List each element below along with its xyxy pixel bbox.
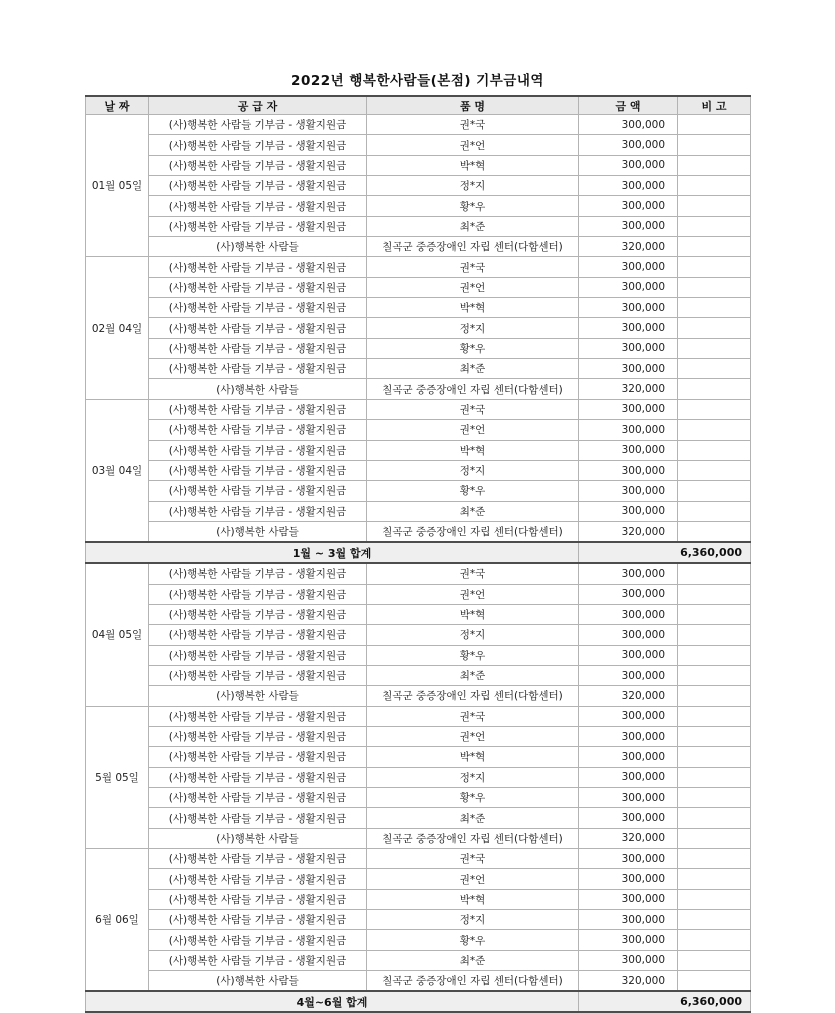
item-cell: 황*우 (367, 338, 579, 358)
supplier-cell: (사)행복한 사람들 기부금 - 생활지원금 (149, 910, 367, 930)
amount-cell: 300,000 (579, 318, 678, 338)
supplier-cell: (사)행복한 사람들 (149, 237, 367, 257)
table-row (86, 237, 751, 257)
table-row (86, 115, 751, 135)
item-cell: 황*우 (367, 930, 579, 950)
item-cell: 정*지 (367, 460, 579, 480)
remark-cell (678, 359, 751, 379)
supplier-cell: (사)행복한 사람들 기부금 - 생활지원금 (149, 767, 367, 787)
table-row (86, 298, 751, 318)
supplier-cell: (사)행복한 사람들 기부금 - 생활지원금 (149, 115, 367, 135)
item-cell: 황*우 (367, 788, 579, 808)
supplier-cell: (사)행복한 사람들 (149, 379, 367, 399)
item-cell: 박*혁 (367, 155, 579, 175)
supplier-cell: (사)행복한 사람들 기부금 - 생활지원금 (149, 930, 367, 950)
supplier-cell: (사)행복한 사람들 기부금 - 생활지원금 (149, 808, 367, 828)
remark-cell (678, 420, 751, 440)
supplier-cell: (사)행복한 사람들 (149, 828, 367, 848)
column-header-amount: 금 액 (579, 96, 678, 115)
column-header-supplier: 공 급 자 (149, 96, 367, 115)
remark-cell (678, 257, 751, 277)
item-cell: 권*국 (367, 115, 579, 135)
supplier-cell: (사)행복한 사람들 기부금 - 생활지원금 (149, 584, 367, 604)
header-row (86, 96, 751, 115)
remark-cell (678, 828, 751, 848)
table-row (86, 521, 751, 542)
amount-cell: 300,000 (579, 420, 678, 440)
amount-cell: 300,000 (579, 460, 678, 480)
table-row (86, 828, 751, 848)
date-cell: 6월 06일 (86, 849, 149, 992)
item-cell: 박*혁 (367, 747, 579, 767)
item-cell: 박*혁 (367, 604, 579, 624)
supplier-cell: (사)행복한 사람들 기부금 - 생활지원금 (149, 196, 367, 216)
date-cell: 04월 05일 (86, 563, 149, 706)
remark-cell (678, 318, 751, 338)
supplier-cell: (사)행복한 사람들 기부금 - 생활지원금 (149, 176, 367, 196)
subtotal-label: 4월~6월 합계 (86, 991, 579, 1012)
remark-cell (678, 808, 751, 828)
amount-cell: 300,000 (579, 135, 678, 155)
supplier-cell: (사)행복한 사람들 기부금 - 생활지원금 (149, 257, 367, 277)
remark-cell (678, 216, 751, 236)
item-cell: 칠곡군 중증장애인 자립 센터(다함센터) (367, 379, 579, 399)
item-cell: 권*국 (367, 257, 579, 277)
supplier-cell: (사)행복한 사람들 기부금 - 생활지원금 (149, 481, 367, 501)
amount-cell: 300,000 (579, 155, 678, 175)
amount-cell: 300,000 (579, 950, 678, 970)
item-cell: 정*지 (367, 176, 579, 196)
remark-cell (678, 767, 751, 787)
item-cell: 황*우 (367, 481, 579, 501)
supplier-cell: (사)행복한 사람들 기부금 - 생활지원금 (149, 216, 367, 236)
item-cell: 정*지 (367, 625, 579, 645)
table-row (86, 930, 751, 950)
item-cell: 권*언 (367, 420, 579, 440)
remark-cell (678, 155, 751, 175)
donation-table (85, 95, 751, 1013)
table-row (86, 338, 751, 358)
remark-cell (678, 298, 751, 318)
remark-cell (678, 665, 751, 685)
amount-cell: 300,000 (579, 808, 678, 828)
supplier-cell: (사)행복한 사람들 기부금 - 생활지원금 (149, 298, 367, 318)
item-cell: 박*혁 (367, 889, 579, 909)
date-cell: 02월 04일 (86, 257, 149, 399)
remark-cell (678, 440, 751, 460)
item-cell: 최*준 (367, 501, 579, 521)
amount-cell: 300,000 (579, 277, 678, 297)
amount-cell: 300,000 (579, 625, 678, 645)
table-row (86, 869, 751, 889)
item-cell: 최*준 (367, 808, 579, 828)
amount-cell: 300,000 (579, 889, 678, 909)
remark-cell (678, 747, 751, 767)
supplier-cell: (사)행복한 사람들 기부금 - 생활지원금 (149, 359, 367, 379)
table-row (86, 501, 751, 521)
remark-cell (678, 971, 751, 992)
table-row (86, 379, 751, 399)
item-cell: 권*국 (367, 706, 579, 726)
supplier-cell: (사)행복한 사람들 기부금 - 생활지원금 (149, 563, 367, 584)
amount-cell: 320,000 (579, 379, 678, 399)
amount-cell: 300,000 (579, 176, 678, 196)
item-cell: 권*국 (367, 399, 579, 419)
table-row (86, 399, 751, 419)
remark-cell (678, 625, 751, 645)
supplier-cell: (사)행복한 사람들 기부금 - 생활지원금 (149, 277, 367, 297)
supplier-cell: (사)행복한 사람들 기부금 - 생활지원금 (149, 338, 367, 358)
item-cell: 최*준 (367, 665, 579, 685)
table-row (86, 625, 751, 645)
remark-cell (678, 379, 751, 399)
table-row (86, 196, 751, 216)
amount-cell: 300,000 (579, 501, 678, 521)
supplier-cell: (사)행복한 사람들 기부금 - 생활지원금 (149, 460, 367, 480)
supplier-cell: (사)행복한 사람들 기부금 - 생활지원금 (149, 420, 367, 440)
remark-cell (678, 930, 751, 950)
amount-cell: 300,000 (579, 196, 678, 216)
remark-cell (678, 706, 751, 726)
supplier-cell: (사)행복한 사람들 (149, 971, 367, 992)
remark-cell (678, 563, 751, 584)
supplier-cell: (사)행복한 사람들 기부금 - 생활지원금 (149, 747, 367, 767)
remark-cell (678, 277, 751, 297)
item-cell: 권*언 (367, 869, 579, 889)
supplier-cell: (사)행복한 사람들 기부금 - 생활지원금 (149, 665, 367, 685)
remark-cell (678, 788, 751, 808)
table-row (86, 460, 751, 480)
table-row (86, 889, 751, 909)
remark-cell (678, 849, 751, 869)
supplier-cell: (사)행복한 사람들 기부금 - 생활지원금 (149, 869, 367, 889)
amount-cell: 300,000 (579, 584, 678, 604)
amount-cell: 300,000 (579, 115, 678, 135)
supplier-cell: (사)행복한 사람들 기부금 - 생활지원금 (149, 155, 367, 175)
table-row (86, 849, 751, 869)
table-row (86, 686, 751, 706)
table-row (86, 440, 751, 460)
remark-cell (678, 135, 751, 155)
supplier-cell: (사)행복한 사람들 기부금 - 생활지원금 (149, 440, 367, 460)
supplier-cell: (사)행복한 사람들 기부금 - 생활지원금 (149, 950, 367, 970)
remark-cell (678, 686, 751, 706)
remark-cell (678, 584, 751, 604)
remark-cell (678, 910, 751, 930)
table-row (86, 645, 751, 665)
supplier-cell: (사)행복한 사람들 기부금 - 생활지원금 (149, 399, 367, 419)
item-cell: 권*국 (367, 849, 579, 869)
item-cell: 정*지 (367, 910, 579, 930)
subtotal-amount: 6,360,000 (579, 991, 751, 1012)
table-row (86, 420, 751, 440)
remark-cell (678, 889, 751, 909)
table-row (86, 665, 751, 685)
subtotal-row (86, 542, 751, 563)
amount-cell: 300,000 (579, 440, 678, 460)
amount-cell: 300,000 (579, 726, 678, 746)
amount-cell: 300,000 (579, 706, 678, 726)
table-row (86, 318, 751, 338)
date-cell: 01월 05일 (86, 115, 149, 257)
table-row (86, 584, 751, 604)
item-cell: 칠곡군 중증장애인 자립 센터(다함센터) (367, 237, 579, 257)
amount-cell: 320,000 (579, 828, 678, 848)
table-row (86, 726, 751, 746)
date-cell: 5월 05일 (86, 706, 149, 848)
remark-cell (678, 460, 751, 480)
amount-cell: 300,000 (579, 849, 678, 869)
remark-cell (678, 481, 751, 501)
table-body (86, 115, 751, 1013)
supplier-cell: (사)행복한 사람들 (149, 521, 367, 542)
amount-cell: 300,000 (579, 298, 678, 318)
item-cell: 황*우 (367, 645, 579, 665)
remark-cell (678, 196, 751, 216)
table-row (86, 135, 751, 155)
amount-cell: 300,000 (579, 399, 678, 419)
subtotal-amount: 6,360,000 (579, 542, 751, 563)
table-row (86, 216, 751, 236)
supplier-cell: (사)행복한 사람들 기부금 - 생활지원금 (149, 706, 367, 726)
supplier-cell: (사)행복한 사람들 기부금 - 생활지원금 (149, 604, 367, 624)
remark-cell (678, 726, 751, 746)
amount-cell: 320,000 (579, 971, 678, 992)
table-row (86, 481, 751, 501)
item-cell: 권*언 (367, 135, 579, 155)
remark-cell (678, 521, 751, 542)
item-cell: 권*언 (367, 277, 579, 297)
item-cell: 칠곡군 중증장애인 자립 센터(다함센터) (367, 971, 579, 992)
item-cell: 권*언 (367, 726, 579, 746)
remark-cell (678, 176, 751, 196)
supplier-cell: (사)행복한 사람들 기부금 - 생활지원금 (149, 501, 367, 521)
amount-cell: 320,000 (579, 521, 678, 542)
column-header-remark: 비 고 (678, 96, 751, 115)
table-row (86, 971, 751, 992)
remark-cell (678, 501, 751, 521)
supplier-cell: (사)행복한 사람들 기부금 - 생활지원금 (149, 645, 367, 665)
supplier-cell: (사)행복한 사람들 기부금 - 생활지원금 (149, 625, 367, 645)
supplier-cell: (사)행복한 사람들 기부금 - 생활지원금 (149, 318, 367, 338)
table-row (86, 176, 751, 196)
amount-cell: 300,000 (579, 767, 678, 787)
supplier-cell: (사)행복한 사람들 기부금 - 생활지원금 (149, 135, 367, 155)
amount-cell: 300,000 (579, 481, 678, 501)
item-cell: 최*준 (367, 359, 579, 379)
column-header-date: 날 짜 (86, 96, 149, 115)
amount-cell: 300,000 (579, 645, 678, 665)
table-row (86, 155, 751, 175)
amount-cell: 300,000 (579, 930, 678, 950)
table-row (86, 277, 751, 297)
item-cell: 박*혁 (367, 298, 579, 318)
item-cell: 최*준 (367, 950, 579, 970)
amount-cell: 300,000 (579, 869, 678, 889)
table-row (86, 788, 751, 808)
remark-cell (678, 237, 751, 257)
item-cell: 박*혁 (367, 440, 579, 460)
table-row (86, 950, 751, 970)
item-cell: 권*언 (367, 584, 579, 604)
table-row (86, 359, 751, 379)
column-header-item: 품 명 (367, 96, 579, 115)
supplier-cell: (사)행복한 사람들 (149, 686, 367, 706)
amount-cell: 320,000 (579, 686, 678, 706)
amount-cell: 300,000 (579, 665, 678, 685)
remark-cell (678, 869, 751, 889)
amount-cell: 300,000 (579, 359, 678, 379)
subtotal-label: 1월 ~ 3월 합계 (86, 542, 579, 563)
amount-cell: 300,000 (579, 257, 678, 277)
amount-cell: 320,000 (579, 237, 678, 257)
subtotal-row (86, 991, 751, 1012)
supplier-cell: (사)행복한 사람들 기부금 - 생활지원금 (149, 849, 367, 869)
supplier-cell: (사)행복한 사람들 기부금 - 생활지원금 (149, 889, 367, 909)
table-row (86, 747, 751, 767)
remark-cell (678, 399, 751, 419)
amount-cell: 300,000 (579, 216, 678, 236)
amount-cell: 300,000 (579, 747, 678, 767)
date-cell: 03월 04일 (86, 399, 149, 542)
item-cell: 황*우 (367, 196, 579, 216)
item-cell: 칠곡군 중증장애인 자립 센터(다함센터) (367, 686, 579, 706)
page-title: 2022년 행복한사람들(본점) 기부금내역 (291, 73, 544, 89)
item-cell: 정*지 (367, 318, 579, 338)
amount-cell: 300,000 (579, 563, 678, 584)
item-cell: 칠곡군 중증장애인 자립 센터(다함센터) (367, 828, 579, 848)
item-cell: 권*국 (367, 563, 579, 584)
table-row (86, 604, 751, 624)
amount-cell: 300,000 (579, 910, 678, 930)
remark-cell (678, 645, 751, 665)
remark-cell (678, 950, 751, 970)
table-row (86, 808, 751, 828)
amount-cell: 300,000 (579, 338, 678, 358)
supplier-cell: (사)행복한 사람들 기부금 - 생활지원금 (149, 788, 367, 808)
remark-cell (678, 338, 751, 358)
table-row (86, 257, 751, 277)
amount-cell: 300,000 (579, 604, 678, 624)
remark-cell (678, 604, 751, 624)
remark-cell (678, 115, 751, 135)
table-row (86, 910, 751, 930)
item-cell: 정*지 (367, 767, 579, 787)
supplier-cell: (사)행복한 사람들 기부금 - 생활지원금 (149, 726, 367, 746)
table-row (86, 563, 751, 584)
item-cell: 칠곡군 중증장애인 자립 센터(다함센터) (367, 521, 579, 542)
item-cell: 최*준 (367, 216, 579, 236)
table-row (86, 767, 751, 787)
table-header (86, 96, 751, 115)
amount-cell: 300,000 (579, 788, 678, 808)
table-row (86, 706, 751, 726)
